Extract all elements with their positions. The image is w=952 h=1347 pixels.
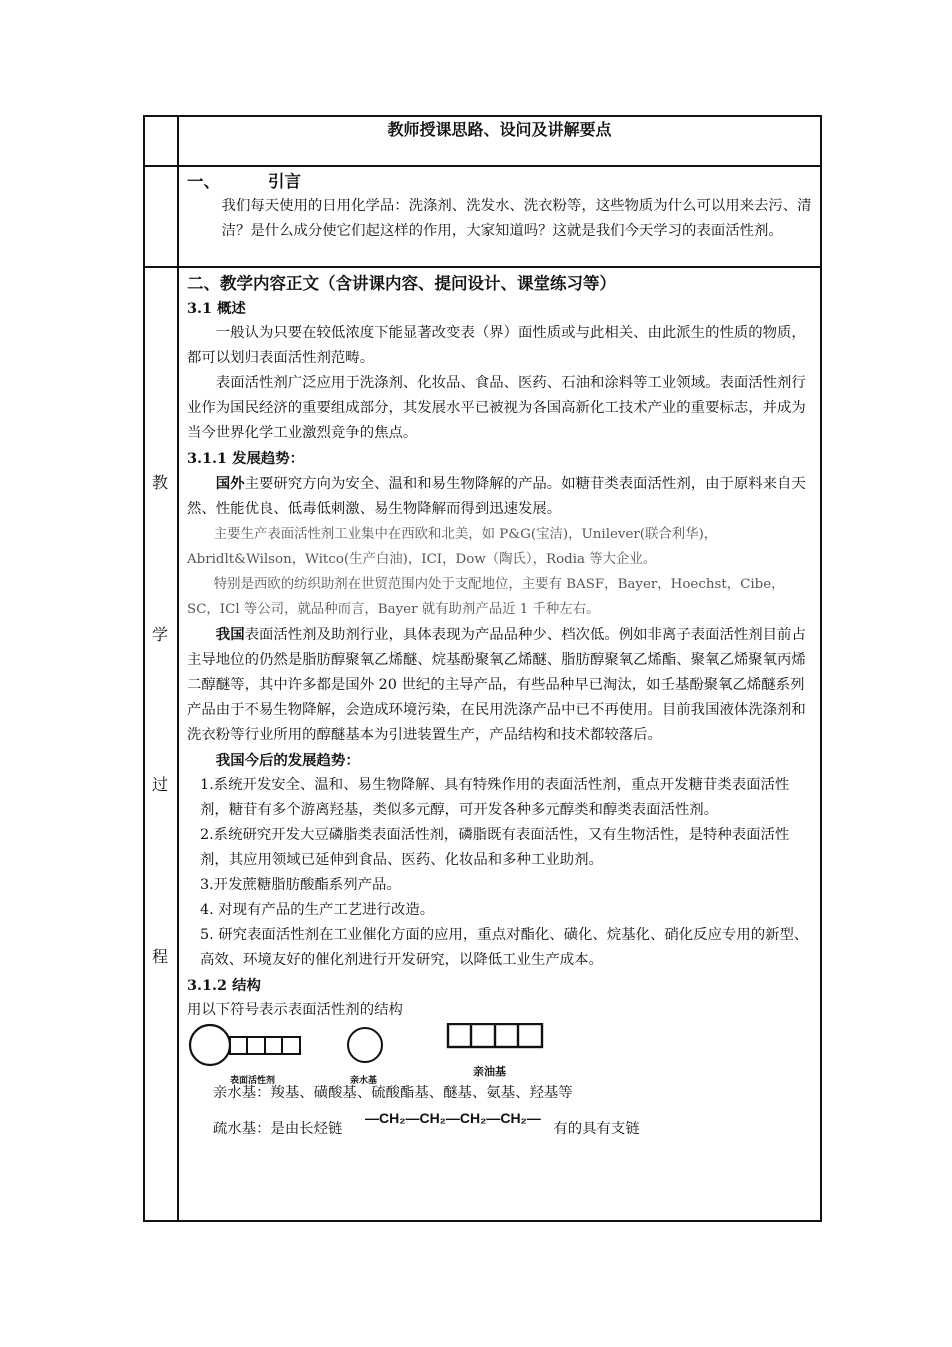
chain-formula: —CH₂—CH₂—CH₂—CH₂— [365, 1110, 541, 1126]
intro-heading-number: 一、 [187, 172, 220, 191]
hydrophobic-line [187, 1110, 813, 1142]
surfactant-symbol [190, 1025, 300, 1065]
section-3-1-para-2: 表面活性剂广泛应用于洗涤剂、化妆品、食品、医药、石油和涂料等工业领域。表面活性剂行业作为国民经济的重要组成部分，其发展水平已被视为各国高新化工技术产业的重要标志，并成为当今世界化学工业激烈竞争的焦点。 [187, 375, 806, 441]
row-divider-header [143, 165, 822, 167]
section-3-1-title: 3.1 概述 [187, 300, 246, 317]
foreign-label: 国外 [215, 475, 245, 492]
structure-intro: 用以下符号表示表面活性剂的结构 [187, 1002, 403, 1018]
structure-diagram [187, 1023, 813, 1086]
section-3-1-para-1: 一般认为只要在较低浓度下能显著改变表（界）面性质或与此相关、由此派生的性质的物质，都可以划归表面活性剂范畴。 [187, 325, 806, 366]
trend-item-3: 3.开发蔗糖脂肪酸酯系列产品。 [199, 877, 401, 893]
column-divider [177, 115, 179, 1222]
caption-lipophilic: 亲油基 [473, 1065, 506, 1078]
hydrophilic-symbol [348, 1028, 382, 1062]
china-paragraph [187, 622, 813, 748]
intro-heading-text: 引言 [268, 172, 301, 191]
china-label: 我国 [215, 626, 245, 643]
hydrophobic-suffix: 有的具有支链 [553, 1121, 640, 1137]
main-section [187, 271, 813, 1142]
trend-title: 我国今后的发展趋势： [215, 752, 360, 769]
trend-item-5: 5. 研究表面活性剂在工业催化方面的应用，重点对酯化、磺化、烷基化、硝化反应专用的新型、高效、环境友好的催化剂进行开发研究，以降低工业生产成本。 [199, 927, 809, 968]
table-header-title: 教师授课思路、设问及讲解要点 [387, 120, 612, 139]
intro-section [187, 169, 813, 244]
side-label-char-1: 教 [151, 473, 168, 492]
trend-item-2: 2.系统研究开发大豆磷脂类表面活性剂，磷脂既有表面活性，又有生物活性，是特种表面活性剂，其应用领域已延伸到食品、医药、化妆品和多种工业助剂。 [199, 827, 790, 868]
side-label-char-3: 过 [151, 775, 168, 794]
side-label-char-2: 学 [151, 625, 168, 644]
caption-hydrophilic: 亲水基 [350, 1076, 378, 1086]
companies-paragraph-2: 特别是西欧的纺织助剂在世贸范围内处于支配地位，主要有 BASF，Bayer，Hoechst，Cibe，SC，ICl 等公司，就品种而言，Bayer 就有助剂产品近 1 千种左右。 [187, 577, 785, 617]
china-text: 表面活性剂及助剂行业，具体表现为产品品种少、档次低。例如非离子表面活性剂目前占主导地位的仍然是脂肪醇聚氧乙烯醚、烷基酚聚氧乙烯醚、脂肪醇聚氧乙烯酯、聚氧乙烯聚氧丙烯二醇醚等，其中许多都是国外 20 世纪的主导产品，有些品种早已淘汰，如壬基酚聚氧乙烯醚系列产品由于不易生物降解，会造成环境污染，在民用洗涤产品中已不再使用。目前我国液体洗涤剂和洗衣粉等行业所用的醇醚基本为引进装置生产，产品结构和技术都较落后。 [187, 627, 806, 743]
row-divider-intro [143, 266, 822, 268]
main-heading: 二、教学内容正文（含讲课内容、提问设计、课堂练习等） [187, 274, 616, 293]
caption-surfactant: 表面活性剂 [230, 1076, 276, 1086]
companies-paragraph-1: 主要生产表面活性剂工业集中在西欧和北美，如 P&G(宝洁)，Unilever(联合利华)，Abridlt&Wilson，Witco(生产白油)，ICI，Dow（陶氏），Rodia 等大企业。 [187, 527, 718, 567]
trend-item-4: 4. 对现有产品的生产工艺进行改造。 [199, 902, 435, 918]
hydrophilic-groups-line: 亲水基：羧基、磺酸基、硫酸酯基、醚基、氨基、羟基等 [212, 1085, 573, 1101]
intro-heading [187, 169, 813, 194]
section-3-1-1-title: 3.1.1 发展趋势： [187, 450, 305, 467]
trend-item-1: 1.系统开发安全、温和、易生物降解、具有特殊作用的表面活性剂，重点开发糖苷类表面活性剂，糖苷有多个游离羟基，类似多元醇，可开发各种多元醇类和醇类表面活性剂。 [199, 777, 790, 818]
section-3-1-2-title: 3.1.2 结构 [187, 977, 261, 994]
foreign-text: 主要研究方向为安全、温和和易生物降解的产品。如糖苷类表面活性剂，由于原料来自天然、性能优良、低毒低刺激、易生物降解而得到迅速发展。 [187, 476, 806, 517]
lipophilic-symbol [448, 1024, 542, 1047]
foreign-paragraph [187, 471, 813, 522]
intro-body: 我们每天使用的日用化学品：洗涤剂、洗发水、洗衣粉等，这些物质为什么可以用来去污、清洁？是什么成分使它们起这样的作用，大家知道吗？这就是我们今天学习的表面活性剂。 [221, 198, 812, 239]
side-label-char-4: 程 [151, 947, 168, 966]
hydrophobic-prefix: 疏水基：是由长烃链 [212, 1121, 343, 1137]
